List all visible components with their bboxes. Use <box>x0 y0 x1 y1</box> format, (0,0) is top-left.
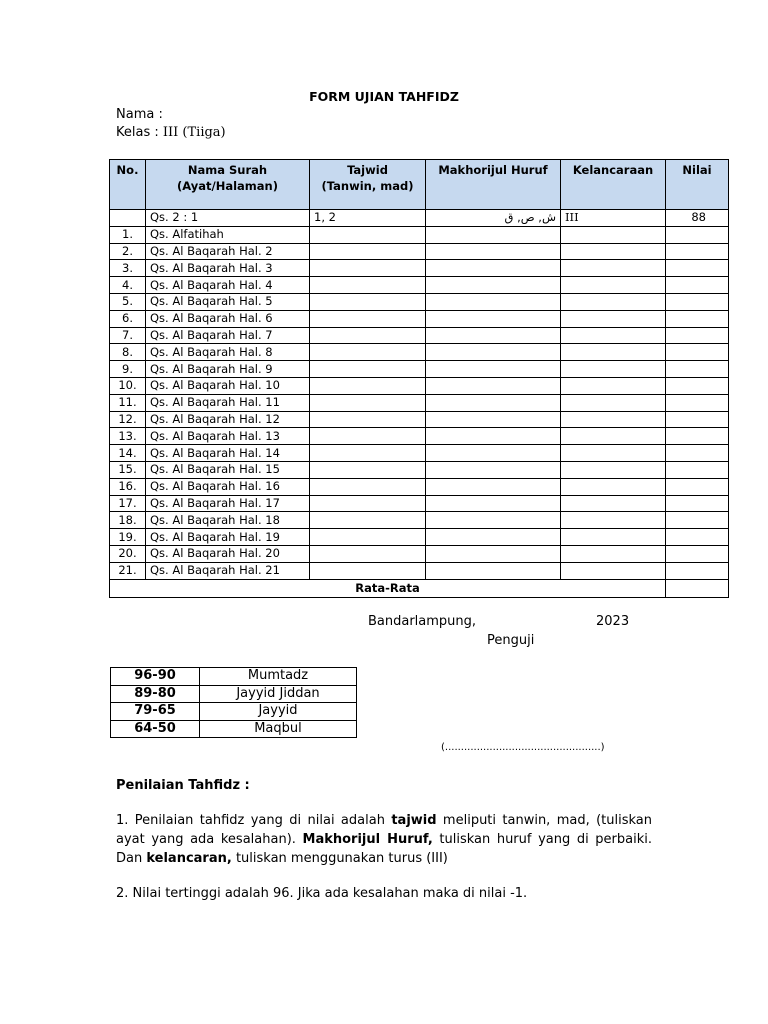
example-no <box>110 210 146 227</box>
row-surah: Qs. Alfatihah <box>146 226 310 243</box>
sign-year: 2023 <box>596 614 630 629</box>
row-no: 3. <box>110 260 146 277</box>
row-no: 16. <box>110 478 146 495</box>
row-nilai <box>666 411 729 428</box>
table-row <box>110 226 729 243</box>
row-tajwid <box>310 226 426 243</box>
grade-label: Maqbul <box>200 720 357 738</box>
grade-range: 96-90 <box>111 668 200 686</box>
row-no: 6. <box>110 310 146 327</box>
row-nilai <box>666 512 729 529</box>
row-kelancaraan <box>561 310 666 327</box>
row-no: 14. <box>110 445 146 462</box>
row-no: 10. <box>110 377 146 394</box>
row-surah: Qs. Al Baqarah Hal. 10 <box>146 377 310 394</box>
row-nilai <box>666 361 729 378</box>
table-row <box>110 260 729 277</box>
row-no: 9. <box>110 361 146 378</box>
row-tajwid <box>310 512 426 529</box>
row-nilai <box>666 226 729 243</box>
row-tajwid <box>310 545 426 562</box>
sign-role: Penguji <box>487 633 535 648</box>
grade-label: Jayyid <box>200 703 357 721</box>
grade-row <box>111 668 357 686</box>
row-kelancaraan <box>561 226 666 243</box>
table-header-row <box>110 160 729 210</box>
row-kelancaraan <box>561 512 666 529</box>
notes-paragraph-1: 1. Penilaian tahfidz yang di nilai adalah tajwid meliputi tanwin, mad, (tuliskan ayat yang ada kesalahan). Makhorijul Huruf, tuliskan huruf yang di perbaiki. Dan kelancaran, tuliskan menggunakan turus (III) <box>116 813 652 866</box>
row-makhorijul <box>426 428 561 445</box>
row-kelancaraan <box>561 445 666 462</box>
page-title: FORM UJIAN TAHFIDZ <box>309 89 459 104</box>
example-surah: Qs. 2 : 1 <box>146 210 310 227</box>
row-kelancaraan <box>561 495 666 512</box>
row-makhorijul <box>426 361 561 378</box>
table-row <box>110 545 729 562</box>
header-surah: Nama Surah (Ayat/Halaman) <box>146 160 310 210</box>
row-makhorijul <box>426 545 561 562</box>
row-no: 19. <box>110 529 146 546</box>
row-kelancaraan <box>561 461 666 478</box>
row-makhorijul <box>426 226 561 243</box>
row-surah: Qs. Al Baqarah Hal. 17 <box>146 495 310 512</box>
grade-range: 89-80 <box>111 685 200 703</box>
row-nilai <box>666 394 729 411</box>
row-makhorijul <box>426 478 561 495</box>
row-surah: Qs. Al Baqarah Hal. 3 <box>146 260 310 277</box>
row-tajwid <box>310 529 426 546</box>
row-kelancaraan <box>561 293 666 310</box>
row-tajwid <box>310 394 426 411</box>
row-tajwid <box>310 428 426 445</box>
row-no: 4. <box>110 277 146 294</box>
row-surah: Qs. Al Baqarah Hal. 16 <box>146 478 310 495</box>
row-nilai <box>666 529 729 546</box>
grade-table <box>110 667 357 738</box>
row-tajwid <box>310 293 426 310</box>
row-makhorijul <box>426 461 561 478</box>
row-kelancaraan <box>561 361 666 378</box>
row-nilai <box>666 327 729 344</box>
row-surah: Qs. Al Baqarah Hal. 4 <box>146 277 310 294</box>
row-kelancaraan <box>561 327 666 344</box>
row-no: 11. <box>110 394 146 411</box>
row-no: 2. <box>110 243 146 260</box>
row-makhorijul <box>426 344 561 361</box>
row-tajwid <box>310 562 426 579</box>
row-makhorijul <box>426 243 561 260</box>
table-row <box>110 428 729 445</box>
row-no: 1. <box>110 226 146 243</box>
table-row <box>110 461 729 478</box>
row-kelancaraan <box>561 428 666 445</box>
example-tajwid: 1, 2 <box>310 210 426 227</box>
class-value: III (Tiiga) <box>162 125 226 140</box>
row-tajwid <box>310 327 426 344</box>
row-kelancaraan <box>561 377 666 394</box>
row-surah: Qs. Al Baqarah Hal. 14 <box>146 445 310 462</box>
header-nilai: Nilai <box>666 160 729 210</box>
row-makhorijul <box>426 310 561 327</box>
table-row <box>110 243 729 260</box>
class-label: Kelas : <box>116 125 159 140</box>
row-no: 13. <box>110 428 146 445</box>
grade-range: 64-50 <box>111 720 200 738</box>
row-surah: Qs. Al Baqarah Hal. 18 <box>146 512 310 529</box>
row-surah: Qs. Al Baqarah Hal. 7 <box>146 327 310 344</box>
row-nilai <box>666 344 729 361</box>
example-row <box>110 210 729 227</box>
average-label: Rata-Rata <box>110 579 666 597</box>
row-surah: Qs. Al Baqarah Hal. 8 <box>146 344 310 361</box>
table-row <box>110 327 729 344</box>
table-row <box>110 344 729 361</box>
table-row <box>110 377 729 394</box>
table-row <box>110 411 729 428</box>
grade-range: 79-65 <box>111 703 200 721</box>
row-nilai <box>666 310 729 327</box>
row-kelancaraan <box>561 411 666 428</box>
row-surah: Qs. Al Baqarah Hal. 5 <box>146 293 310 310</box>
table-row <box>110 394 729 411</box>
grade-row <box>111 685 357 703</box>
row-nilai <box>666 260 729 277</box>
row-makhorijul <box>426 277 561 294</box>
row-kelancaraan <box>561 344 666 361</box>
header-no: No. <box>110 160 146 210</box>
row-surah: Qs. Al Baqarah Hal. 15 <box>146 461 310 478</box>
row-surah: Qs. Al Baqarah Hal. 11 <box>146 394 310 411</box>
table-row <box>110 293 729 310</box>
row-no: 21. <box>110 562 146 579</box>
grade-row <box>111 720 357 738</box>
row-tajwid <box>310 461 426 478</box>
table-row <box>110 445 729 462</box>
grade-label: Mumtadz <box>200 668 357 686</box>
row-surah: Qs. Al Baqarah Hal. 20 <box>146 545 310 562</box>
header-kelancaraan: Kelancaraan <box>561 160 666 210</box>
row-tajwid <box>310 243 426 260</box>
row-kelancaraan <box>561 529 666 546</box>
row-no: 8. <box>110 344 146 361</box>
row-no: 7. <box>110 327 146 344</box>
header-makhorijul: Makhorijul Huruf <box>426 160 561 210</box>
row-nilai <box>666 428 729 445</box>
table-row <box>110 512 729 529</box>
row-nilai <box>666 562 729 579</box>
average-value <box>666 579 729 597</box>
row-surah: Qs. Al Baqarah Hal. 6 <box>146 310 310 327</box>
row-tajwid <box>310 478 426 495</box>
header-tajwid: Tajwid (Tanwin, mad) <box>310 160 426 210</box>
example-makhorijul: ش, ص, ق <box>426 210 561 227</box>
row-kelancaraan <box>561 243 666 260</box>
row-kelancaraan <box>561 277 666 294</box>
row-no: 20. <box>110 545 146 562</box>
table-row <box>110 562 729 579</box>
row-makhorijul <box>426 327 561 344</box>
row-makhorijul <box>426 495 561 512</box>
row-tajwid <box>310 344 426 361</box>
row-no: 17. <box>110 495 146 512</box>
row-makhorijul <box>426 260 561 277</box>
table-row <box>110 495 729 512</box>
sign-location: Bandarlampung, <box>368 614 477 629</box>
row-surah: Qs. Al Baqarah Hal. 12 <box>146 411 310 428</box>
row-nilai <box>666 243 729 260</box>
row-kelancaraan <box>561 562 666 579</box>
grade-label: Jayyid Jiddan <box>200 685 357 703</box>
row-tajwid <box>310 277 426 294</box>
notes-paragraph-2: 2. Nilai tertinggi adalah 96. Jika ada kesalahan maka di nilai -1. <box>116 886 528 901</box>
row-makhorijul <box>426 529 561 546</box>
row-tajwid <box>310 445 426 462</box>
row-kelancaraan <box>561 478 666 495</box>
row-surah: Qs. Al Baqarah Hal. 19 <box>146 529 310 546</box>
table-row <box>110 478 729 495</box>
row-kelancaraan <box>561 260 666 277</box>
row-tajwid <box>310 495 426 512</box>
row-tajwid <box>310 260 426 277</box>
row-kelancaraan <box>561 545 666 562</box>
row-nilai <box>666 445 729 462</box>
row-tajwid <box>310 377 426 394</box>
row-surah: Qs. Al Baqarah Hal. 13 <box>146 428 310 445</box>
row-no: 18. <box>110 512 146 529</box>
grade-row <box>111 703 357 721</box>
row-no: 15. <box>110 461 146 478</box>
row-nilai <box>666 293 729 310</box>
signature-line: (.................................................) <box>441 742 605 753</box>
table-row <box>110 529 729 546</box>
row-no: 12. <box>110 411 146 428</box>
row-tajwid <box>310 361 426 378</box>
row-makhorijul <box>426 293 561 310</box>
row-makhorijul <box>426 411 561 428</box>
notes-title: Penilaian Tahfidz : <box>116 778 250 793</box>
row-tajwid <box>310 411 426 428</box>
row-surah: Qs. Al Baqarah Hal. 2 <box>146 243 310 260</box>
table-row <box>110 361 729 378</box>
row-surah: Qs. Al Baqarah Hal. 9 <box>146 361 310 378</box>
exam-table <box>109 159 729 598</box>
row-nilai <box>666 478 729 495</box>
row-nilai <box>666 461 729 478</box>
row-surah: Qs. Al Baqarah Hal. 21 <box>146 562 310 579</box>
row-tajwid <box>310 310 426 327</box>
row-makhorijul <box>426 562 561 579</box>
row-makhorijul <box>426 377 561 394</box>
row-nilai <box>666 277 729 294</box>
row-nilai <box>666 495 729 512</box>
row-makhorijul <box>426 394 561 411</box>
row-kelancaraan <box>561 394 666 411</box>
row-makhorijul <box>426 512 561 529</box>
average-row <box>110 579 729 597</box>
example-kelancaraan: III <box>561 210 666 227</box>
row-makhorijul <box>426 445 561 462</box>
row-nilai <box>666 545 729 562</box>
row-no: 5. <box>110 293 146 310</box>
row-nilai <box>666 377 729 394</box>
table-row <box>110 310 729 327</box>
example-nilai: 88 <box>666 210 729 227</box>
name-label: Nama : <box>116 107 163 122</box>
table-row <box>110 277 729 294</box>
class-field <box>116 125 226 140</box>
